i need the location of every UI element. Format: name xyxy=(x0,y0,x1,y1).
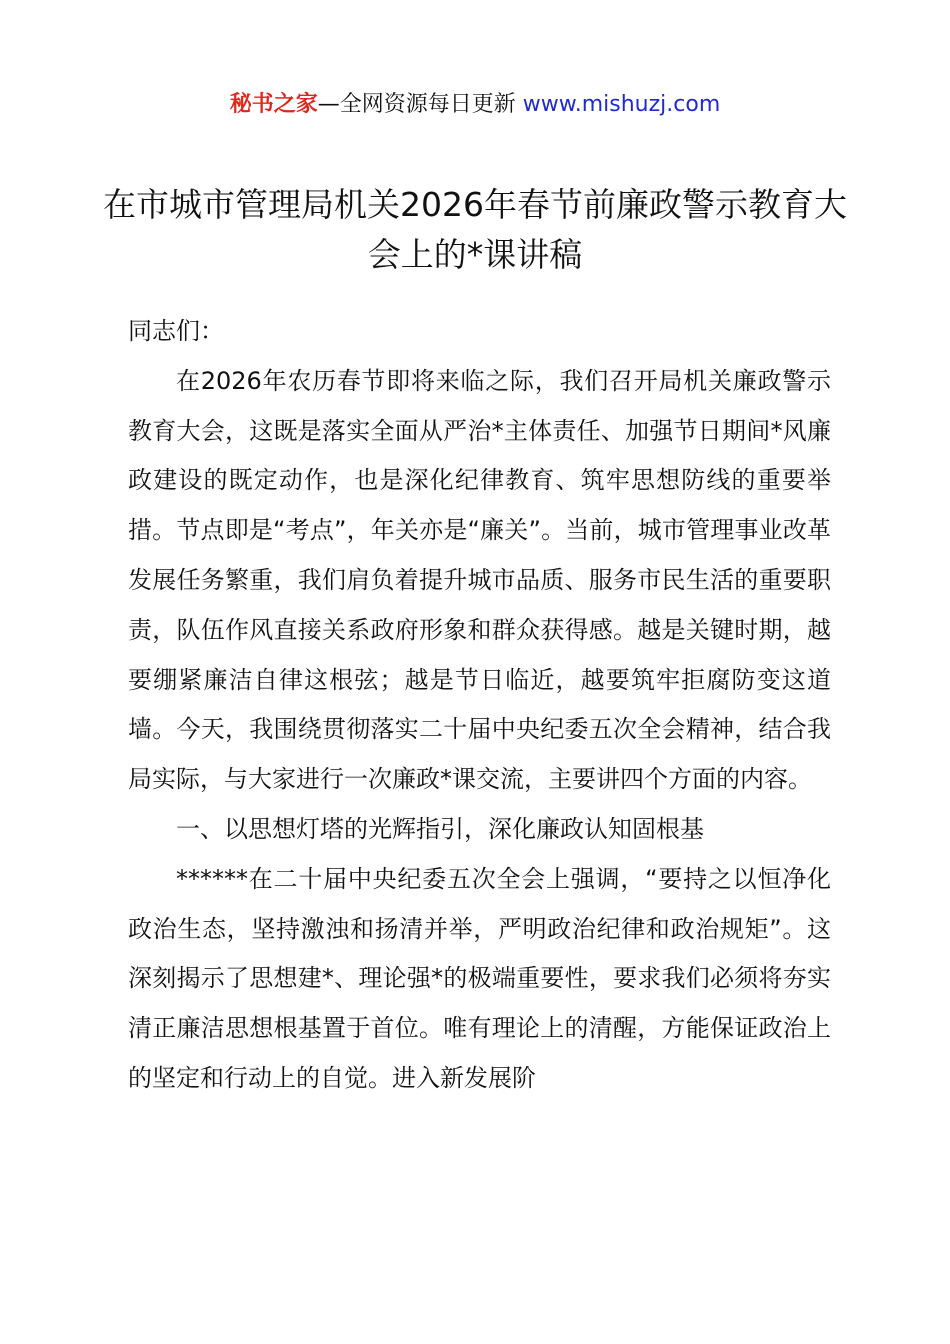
salutation: 同志们： xyxy=(128,317,224,345)
section-paragraph: ******在二十届中央纪委五次全会上强调，“要持之以恒净化政治生态，坚持激浊和扬清并举，严明政治纪律和政治规矩”。这深刻揭示了思想建*、理论强*的极端重要性，要求我们必须将夯实清正廉洁思想根基置于首位。唯有理论上的清醒，方能保证政治上的坚定和行动上的自觉。进入新发展阶 xyxy=(128,864,831,1092)
document-body xyxy=(128,307,831,1104)
document-title: 在市城市管理局机关2026年春节前廉政警示教育大会上的*课讲稿 xyxy=(103,185,847,274)
site-header xyxy=(0,88,950,122)
intro-paragraph: 在2026年农历春节即将来临之际，我们召开局机关廉政警示教育大会，这既是落实全面从严治*主体责任、加强节日期间*风廉政建设的既定动作，也是深化纪律教育、筑牢思想防线的重要举措。节点即是“考点”，年关亦是“廉关”。当前，城市管理事业改革发展任务繁重，我们肩负着提升城市品质、服务市民生活的重要职责，队伍作风直接关系政府形象和群众获得感。越是关键时期，越要绷紧廉洁自律这根弦；越是节日临近，越要筑牢拒腐防变这道墙。今天，我围绕贯彻落实二十届中央纪委五次全会精神，结合我局实际，与大家进行一次廉政*课交流，主要讲四个方面的内容。 xyxy=(128,366,831,794)
site-url-link[interactable]: www.mishuzj.com xyxy=(522,92,721,117)
header-tagline: —全网资源每日更新 xyxy=(317,92,516,117)
section-heading: 一、以思想灯塔的光辉指引，深化廉政认知固根基 xyxy=(176,814,704,843)
brand-name: 秘书之家 xyxy=(229,92,318,117)
